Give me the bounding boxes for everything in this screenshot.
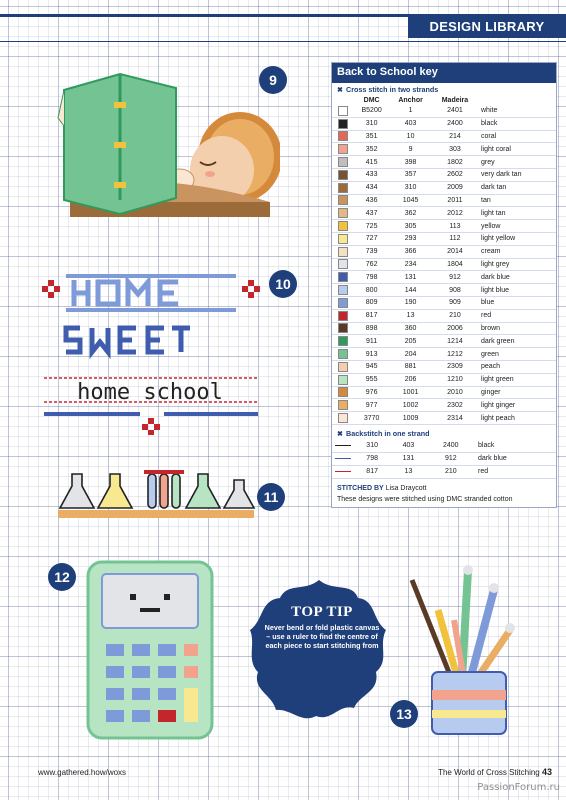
backstitch-row <box>332 465 556 478</box>
cross-icon: ✖ <box>337 428 344 438</box>
key-row <box>332 373 556 386</box>
madeira-code: 2014 <box>432 245 478 258</box>
dmc-code: 415 <box>354 156 389 169</box>
dmc-code: 310 <box>354 117 389 130</box>
key-row <box>332 156 556 169</box>
anchor-code: 204 <box>389 348 432 361</box>
backstitch-line-icon <box>332 440 354 453</box>
footer-magazine-name: The World of Cross Stitching <box>438 768 540 777</box>
home-school-text: home school <box>77 380 223 405</box>
madeira-code: 2010 <box>432 386 478 399</box>
design-number-badge: 9 <box>259 66 287 94</box>
colour-name: dark green <box>478 335 556 348</box>
dmc-code: 725 <box>354 220 389 233</box>
dmc-code: 310 <box>354 440 390 453</box>
colour-name: light coral <box>478 143 556 156</box>
anchor-code: 403 <box>389 117 432 130</box>
anchor-code: 205 <box>389 335 432 348</box>
symbol-swatch <box>332 399 354 412</box>
backstitch-section <box>332 427 556 440</box>
symbol-swatch <box>332 130 354 143</box>
watermark: PassionForum.ru <box>477 782 560 793</box>
madeira-code: 1212 <box>432 348 478 361</box>
dmc-code: 817 <box>354 309 389 322</box>
backstitch-line-icon <box>332 452 354 465</box>
symbol-swatch <box>332 322 354 335</box>
footer-url: www.gathered.how/woxs <box>38 768 127 777</box>
anchor-code: 190 <box>389 296 432 309</box>
symbol-swatch <box>332 412 354 425</box>
colour-name: light yellow <box>478 232 556 245</box>
key-row <box>332 194 556 207</box>
colour-name: white <box>478 105 556 117</box>
colour-name: light green <box>478 373 556 386</box>
top-tip-body: Never bend or fold plastic canvas – use a ruler to find the centre of each piece to start stitching from <box>264 623 380 650</box>
key-row <box>332 386 556 399</box>
dmc-code: 351 <box>354 130 389 143</box>
colour-name: black <box>478 117 556 130</box>
anchor-code: 13 <box>390 465 426 478</box>
madeira-code: 2009 <box>432 181 478 194</box>
madeira-code: 1802 <box>432 156 478 169</box>
dmc-code: 955 <box>354 373 389 386</box>
col-dmc: DMC <box>363 97 380 104</box>
madeira-code: 113 <box>432 220 478 233</box>
dmc-code: B5200 <box>354 105 389 117</box>
colour-name: coral <box>478 130 556 143</box>
symbol-swatch <box>332 156 354 169</box>
key-row <box>332 412 556 425</box>
design-number-badge: 10 <box>269 270 297 298</box>
anchor-code: 293 <box>389 232 432 245</box>
key-row <box>332 168 556 181</box>
dmc-code: 911 <box>354 335 389 348</box>
anchor-code: 357 <box>389 168 432 181</box>
colour-name: dark blue <box>475 452 556 465</box>
anchor-code: 362 <box>389 207 432 220</box>
key-row <box>332 117 556 130</box>
section-title: DESIGN LIBRARY <box>408 14 566 38</box>
top-tip <box>262 604 382 650</box>
anchor-code: 366 <box>389 245 432 258</box>
madeira-code: 1214 <box>432 335 478 348</box>
stitched-by <box>332 479 556 492</box>
key-row <box>332 322 556 335</box>
symbol-swatch <box>332 386 354 399</box>
key-row <box>332 399 556 412</box>
madeira-code: 303 <box>432 143 478 156</box>
colour-name: light grey <box>478 258 556 271</box>
anchor-code: 131 <box>390 452 426 465</box>
colour-name: very dark tan <box>478 168 556 181</box>
madeira-code: 2602 <box>432 168 478 181</box>
colour-name: peach <box>478 360 556 373</box>
anchor-code: 10 <box>389 130 432 143</box>
symbol-swatch <box>332 232 354 245</box>
design-11-lab-flasks <box>58 466 258 522</box>
stitched-by-label: STITCHED BY <box>337 484 384 492</box>
madeira-code: 1210 <box>432 373 478 386</box>
madeira-code: 2006 <box>432 322 478 335</box>
key-row <box>332 360 556 373</box>
madeira-code: 2400 <box>427 440 475 453</box>
dmc-code: 3770 <box>354 412 389 425</box>
dmc-code: 809 <box>354 296 389 309</box>
design-12-calculator <box>86 560 214 740</box>
symbol-swatch <box>332 245 354 258</box>
col-madeira: Madeira <box>441 97 469 104</box>
colour-name: dark tan <box>478 181 556 194</box>
design-number-badge: 11 <box>257 483 285 511</box>
key-row <box>332 309 556 322</box>
key-row <box>332 232 556 245</box>
madeira-code: 2302 <box>432 399 478 412</box>
design-9-book-reader <box>50 62 280 232</box>
anchor-code: 1 <box>389 105 432 117</box>
anchor-code: 360 <box>389 322 432 335</box>
key-box <box>331 62 557 508</box>
key-row <box>332 284 556 297</box>
symbol-swatch <box>332 296 354 309</box>
cross-stitch-label: Cross stitch in two strands <box>346 85 439 94</box>
key-row <box>332 220 556 233</box>
anchor-code: 144 <box>389 284 432 297</box>
anchor-code: 403 <box>390 440 426 453</box>
colour-name: cream <box>478 245 556 258</box>
colour-name: dark blue <box>478 271 556 284</box>
madeira-code: 2309 <box>432 360 478 373</box>
key-row <box>332 143 556 156</box>
stitched-by-name: Lisa Draycott <box>385 484 427 492</box>
backstitch-label: Backstitch in one strand <box>346 428 430 438</box>
madeira-code: 2012 <box>432 207 478 220</box>
symbol-swatch <box>332 105 354 117</box>
anchor-code: 310 <box>389 181 432 194</box>
key-title: Back to School key <box>332 63 556 83</box>
cross-stitch-table <box>332 96 556 425</box>
madeira-code: 908 <box>432 284 478 297</box>
symbol-swatch <box>332 168 354 181</box>
symbol-swatch <box>332 335 354 348</box>
anchor-code: 206 <box>389 373 432 386</box>
anchor-code: 1002 <box>389 399 432 412</box>
colour-name: red <box>478 309 556 322</box>
dmc-code: 436 <box>354 194 389 207</box>
symbol-swatch <box>332 271 354 284</box>
symbol-swatch <box>332 373 354 386</box>
madeira-code: 214 <box>432 130 478 143</box>
colour-name: light ginger <box>478 399 556 412</box>
anchor-code: 13 <box>389 309 432 322</box>
colour-name: tan <box>478 194 556 207</box>
anchor-code: 305 <box>389 220 432 233</box>
key-row <box>332 181 556 194</box>
symbol-swatch <box>332 207 354 220</box>
colour-name: light peach <box>478 412 556 425</box>
backstitch-line-icon <box>332 465 354 478</box>
anchor-code: 9 <box>389 143 432 156</box>
dmc-code: 762 <box>354 258 389 271</box>
key-row <box>332 348 556 361</box>
design-number-badge: 12 <box>48 563 76 591</box>
colour-name: light tan <box>478 207 556 220</box>
anchor-code: 131 <box>389 271 432 284</box>
madeira-code: 2011 <box>432 194 478 207</box>
colour-name: brown <box>478 322 556 335</box>
anchor-code: 234 <box>389 258 432 271</box>
madeira-code: 912 <box>427 452 475 465</box>
symbol-swatch <box>332 309 354 322</box>
symbol-swatch <box>332 258 354 271</box>
key-row <box>332 130 556 143</box>
dmc-code: 798 <box>354 271 389 284</box>
dmc-code: 352 <box>354 143 389 156</box>
colour-name: grey <box>478 156 556 169</box>
symbol-swatch <box>332 194 354 207</box>
dmc-code: 798 <box>354 452 390 465</box>
madeira-code: 2401 <box>432 105 478 117</box>
symbol-swatch <box>332 220 354 233</box>
colour-name: blue <box>478 296 556 309</box>
dmc-code: 800 <box>354 284 389 297</box>
colour-name: yellow <box>478 220 556 233</box>
anchor-code: 1045 <box>389 194 432 207</box>
key-row <box>332 296 556 309</box>
dmc-code: 727 <box>354 232 389 245</box>
madeira-code: 2314 <box>432 412 478 425</box>
dmc-code: 433 <box>354 168 389 181</box>
dmc-code: 898 <box>354 322 389 335</box>
anchor-code: 881 <box>389 360 432 373</box>
anchor-code: 1009 <box>389 412 432 425</box>
dmc-code: 945 <box>354 360 389 373</box>
dmc-code: 913 <box>354 348 389 361</box>
key-row <box>332 207 556 220</box>
symbol-swatch <box>332 360 354 373</box>
colour-name: red <box>475 465 556 478</box>
top-tip-title: TOP TIP <box>291 604 353 620</box>
key-row <box>332 258 556 271</box>
dmc-code: 437 <box>354 207 389 220</box>
madeira-code: 2400 <box>432 117 478 130</box>
dmc-code: 977 <box>354 399 389 412</box>
symbol-swatch <box>332 143 354 156</box>
footer-magazine <box>438 767 552 777</box>
cross-icon: ✖ <box>337 85 344 94</box>
dmc-code: 976 <box>354 386 389 399</box>
colour-name: green <box>478 348 556 361</box>
madeira-code: 210 <box>432 309 478 322</box>
colour-name: light blue <box>478 284 556 297</box>
design-13-pencil-pot <box>398 560 538 740</box>
symbol-swatch <box>332 117 354 130</box>
stitched-note: These designs were stitched using DMC stranded cotton <box>337 495 513 503</box>
key-row <box>332 105 556 117</box>
dmc-code: 739 <box>354 245 389 258</box>
colour-name: black <box>475 440 556 453</box>
page-number: 43 <box>541 767 552 777</box>
cross-stitch-section <box>332 83 556 96</box>
madeira-code: 1804 <box>432 258 478 271</box>
key-row <box>332 245 556 258</box>
key-row <box>332 271 556 284</box>
madeira-code: 210 <box>427 465 475 478</box>
anchor-code: 1001 <box>389 386 432 399</box>
dmc-code: 817 <box>354 465 390 478</box>
madeira-code: 912 <box>432 271 478 284</box>
backstitch-table <box>332 440 556 479</box>
madeira-code: 909 <box>432 296 478 309</box>
dmc-code: 434 <box>354 181 389 194</box>
backstitch-row <box>332 452 556 465</box>
madeira-code: 112 <box>432 232 478 245</box>
symbol-swatch <box>332 181 354 194</box>
design-10-home-sweet-home <box>40 260 270 435</box>
design-number-badge: 13 <box>390 700 418 728</box>
colour-name: ginger <box>478 386 556 399</box>
anchor-code: 398 <box>389 156 432 169</box>
symbol-swatch <box>332 284 354 297</box>
backstitch-row <box>332 440 556 453</box>
symbol-swatch <box>332 348 354 361</box>
key-row <box>332 335 556 348</box>
col-anchor: Anchor <box>398 97 423 104</box>
